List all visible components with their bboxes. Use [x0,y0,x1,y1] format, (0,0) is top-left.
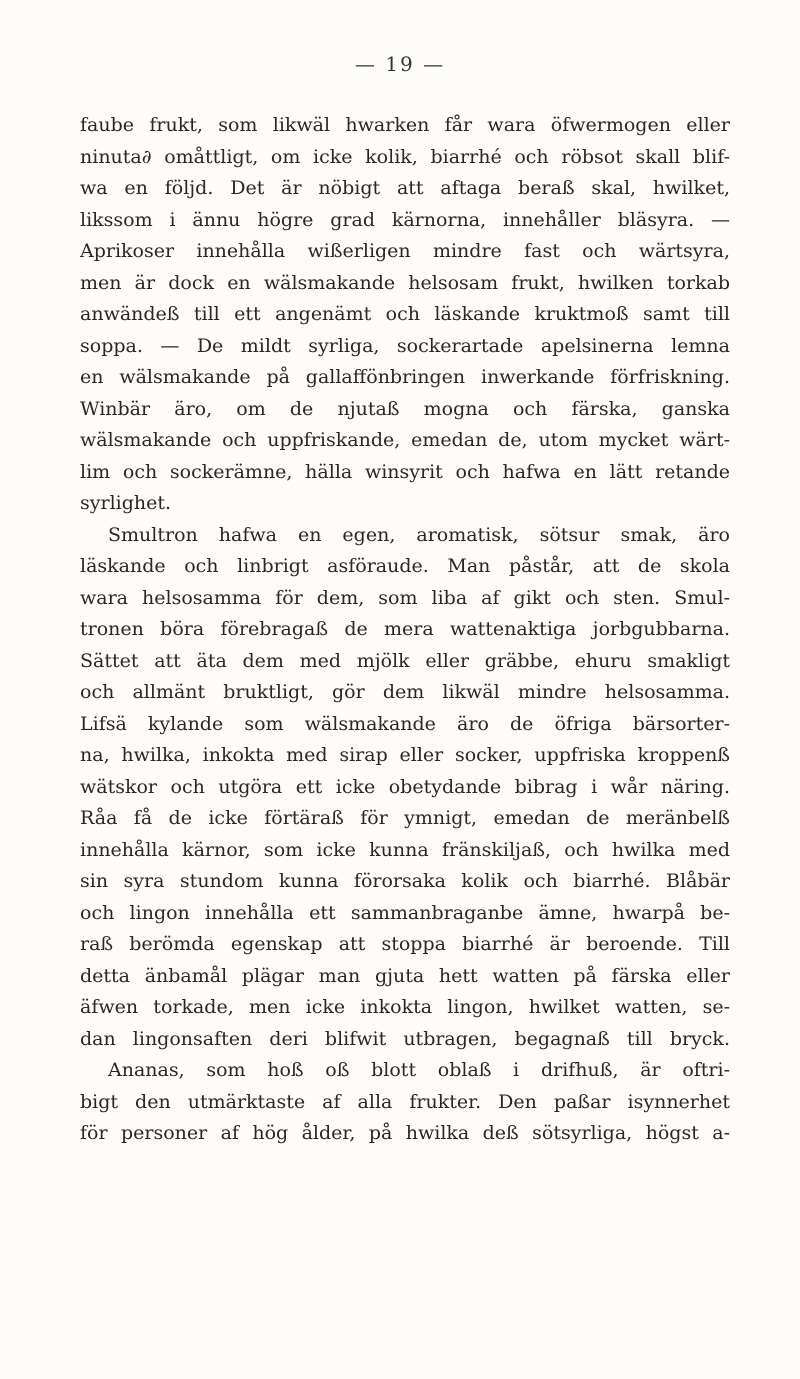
text-line: ninuta∂ omåttligt, om icke kolik, biarrhé och röbsot skall blif- [80,145,730,168]
text-line: sin syra stundom kunna förorsaka kolik och biarrhé. Blåbär [80,870,730,892]
text-line: en wälsmakande på gallaffönbringen inwerkande förfriskning. [80,366,730,388]
text-line: bigt den utmärktaste af alla frukter. Den paßar isynnerhet [80,1090,730,1113]
text-line: Winbär äro, om de njutaß mogna och färska, ganska [80,397,730,420]
text-line: Sättet att äta dem med mjölk eller gräbbe, ehuru smakligt [80,649,730,672]
text-line: wara helsosamma för dem, som liba af gikt och sten. Smul- [80,586,730,609]
text-line: Aprikoser innehålla wißerligen mindre fast och wärtsyra, [80,240,730,262]
page-number: — 19 — [354,52,446,76]
text-line: och allmänt bruktligt, gör dem likwäl mindre helsosamma. [80,681,730,703]
text-line: äfwen torkade, men icke inkokta lingon, hwilket watten, se- [80,996,730,1018]
text-line: för personer af hög ålder, på hwilka deß sötsyrliga, högst a- [80,1122,730,1144]
text-line: innehålla kärnor, som icke kunna fränskiljaß, och hwilka med [80,838,730,861]
text-line: Ananas, som hoß oß blott oblaß i drifhuß, är oftri- [108,1059,730,1081]
text-line: na, hwilka, inkokta med sirap eller socker, uppfriska kroppenß [80,744,730,766]
text-line: anwändeß till ett angenämt och läskande kruktmoß samt till [80,303,730,325]
text-line: wa en följd. Det är nöbigt att aftaga beraß skal, hwilket, [80,177,730,199]
text-line: tronen böra förebragaß de mera wattenaktiga jorbgubbarna. [80,618,730,640]
text-line: lim och sockerämne, hälla winsyrit och hafwa en lätt retande [80,460,730,483]
text-line: dan lingonsaften deri blifwit utbragen, begagnaß till bryck. [80,1027,730,1050]
text-line: soppa. — De mildt syrliga, sockerartade apelsinerna lemna [80,334,730,357]
text-line: syrlighet. [80,492,172,514]
text-line: och lingon innehålla ett sammanbraganbe ämne, hwarpå be- [80,901,730,924]
text-line: faube frukt, som likwäl hwarken får wara öfwermogen eller [80,114,730,136]
text-line: läskande och linbrigt asföraude. Man påstår, att de skola [80,555,730,577]
text-line: wätskor och utgöra ett icke obetydande bibrag i wår näring. [80,775,730,798]
text-line: Smultron hafwa en egen, aromatisk, sötsur smak, äro [108,523,730,546]
text-line: wälsmakande och uppfriskande, emedan de, utom mycket wärt- [80,429,730,451]
text-line: Lifsä kylande som wälsmakande äro de öfriga bärsorter- [80,712,730,735]
text-line: Råa få de icke förtäraß för ymnigt, emedan de meränbelß [80,807,730,829]
text-line: men är dock en wälsmakande helsosam frukt, hwilken torkab [80,271,730,294]
text-line: raß berömda egenskap att stoppa biarrhé är beroende. Till [80,933,730,955]
text-line: likssom i ännu högre grad kärnorna, innehåller bläsyra. — [80,208,730,231]
text-line: detta änbamål plägar man gjuta hett watten på färska eller [80,964,730,987]
body-text [80,110,730,1150]
